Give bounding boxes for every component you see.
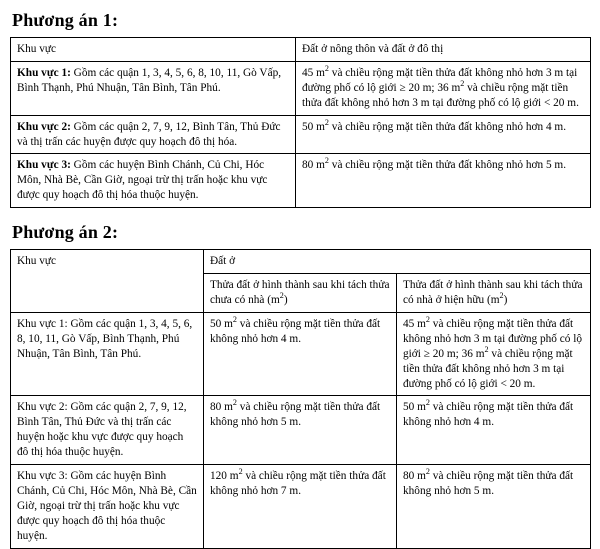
plan2-with-house-cell: 80 $m^2$ và chiều rộng mặt tiền thửa đất không nhỏ hơn 5 m. <box>397 465 591 549</box>
plan2-header-no-house: Thửa đất ở hình thành sau khi tách thửa chưa có nhà $(m^2)$ <box>204 274 397 313</box>
table-row <box>11 115 591 154</box>
table-header-row-group <box>11 250 591 274</box>
area-text: Gồm các quận 1, 3, 4, 5, 6, 8, 10, 11, Gò Vấp, Bình Thạnh, Phú Nhuận, Tân Bình, Tân Phú. <box>17 66 282 94</box>
table-row <box>11 312 591 396</box>
plan2-with-house-cell: 45 $m^2$ và chiều rộng mặt tiền thửa đất không nhỏ hơn 3 m tại đường phố có lộ giới ≥ 20 m; 36 $m^2$ và chiều rộng mặt tiền thửa đất không nhỏ hơn 3 m tại đường phố có lộ giới < 20 m. <box>397 312 591 396</box>
table-row <box>11 465 591 549</box>
area-text: Gồm các quận 2, 7, 9, 12, Bình Tân, Thủ Đức và thị trấn các huyện được quy hoạch đô thị hóa. <box>17 120 281 148</box>
plan2-header-group: Đất ở <box>204 250 591 274</box>
area-label: Khu vực 2: <box>17 120 71 133</box>
area-text: Gồm các huyện Bình Chánh, Củ Chi, Hóc Môn, Nhà Bè, Cần Giờ, ngoại trừ thị trấn hoặc khu vực được quy hoạch đô thị hóa thuộc huyện. <box>17 159 268 202</box>
area-label: Khu vực 3: <box>17 159 71 172</box>
plan2-header-with-house: Thửa đất ở hình thành sau khi tách thửa có nhà ở hiện hữu $(m^2)$ <box>397 274 591 313</box>
plan2-no-house-cell: 50 $m^2$ và chiều rộng mặt tiền thửa đất không nhỏ hơn 4 m. <box>204 312 397 396</box>
plan2-table <box>10 249 591 548</box>
plan2-no-house-cell: 80 $m^2$ và chiều rộng mặt tiền thửa đất không nhỏ hơn 5 m. <box>204 396 397 465</box>
area-label: Khu vực 1: <box>17 66 71 79</box>
plan1-header-value: Đất ở nông thôn và đất ở đô thị <box>296 38 591 62</box>
plan1-area-cell <box>11 61 296 115</box>
plan2-no-house-cell: 120 $m^2$ và chiều rộng mặt tiền thửa đất không nhỏ hơn 7 m. <box>204 465 397 549</box>
table-header-row <box>11 38 591 62</box>
plan2-with-house-cell: 50 $m^2$ và chiều rộng mặt tiền thửa đất không nhỏ hơn 4 m. <box>397 396 591 465</box>
plan2-title: Phương án 2: <box>12 222 119 243</box>
plan2-area-cell: Khu vực 3: Gồm các huyện Bình Chánh, Củ Chi, Hóc Môn, Nhà Bè, Cần Giờ, ngoại trừ thị trấn hoặc khu vực được quy hoạch đô thị hóa thuộc huyện. <box>11 465 204 549</box>
plan1-header-area: Khu vực <box>11 38 296 62</box>
plan1-area-cell <box>11 154 296 208</box>
table-row <box>11 61 591 115</box>
plan2-area-cell: Khu vực 1: Gồm các quận 1, 3, 4, 5, 6, 8, 10, 11, Gò Vấp, Bình Thạnh, Phú Nhuận, Tân Bình, Tân Phú. <box>11 312 204 396</box>
plan2-header-area: Khu vực <box>11 250 204 313</box>
plan2-area-cell: Khu vực 2: Gồm các quận 2, 7, 9, 12, Bình Tân, Thủ Đức và thị trấn các huyện hoặc khu vực được quy hoạch đô thị hóa thuộc huyện. <box>11 396 204 465</box>
plan1-value-cell: 50 $m^2$ và chiều rộng mặt tiền thửa đất không nhỏ hơn 4 m. <box>296 115 591 154</box>
plan1-value-cell: 80 $m^2$ và chiều rộng mặt tiền thửa đất không nhỏ hơn 5 m. <box>296 154 591 208</box>
plan1-area-cell <box>11 115 296 154</box>
table-row <box>11 154 591 208</box>
table-row <box>11 396 591 465</box>
plan1-value-cell: 45 $m^2$ và chiều rộng mặt tiền thửa đất không nhỏ hơn 3 m tại đường phố có lộ giới ≥ 20 m; 36 $m^2$ và chiều rộng mặt tiền thửa đất không nhỏ hơn 3 m tại đường phố có lộ giới < 20 m. <box>296 61 591 115</box>
plan1-table <box>10 37 591 208</box>
plan1-title: Phương án 1: <box>12 10 119 30</box>
